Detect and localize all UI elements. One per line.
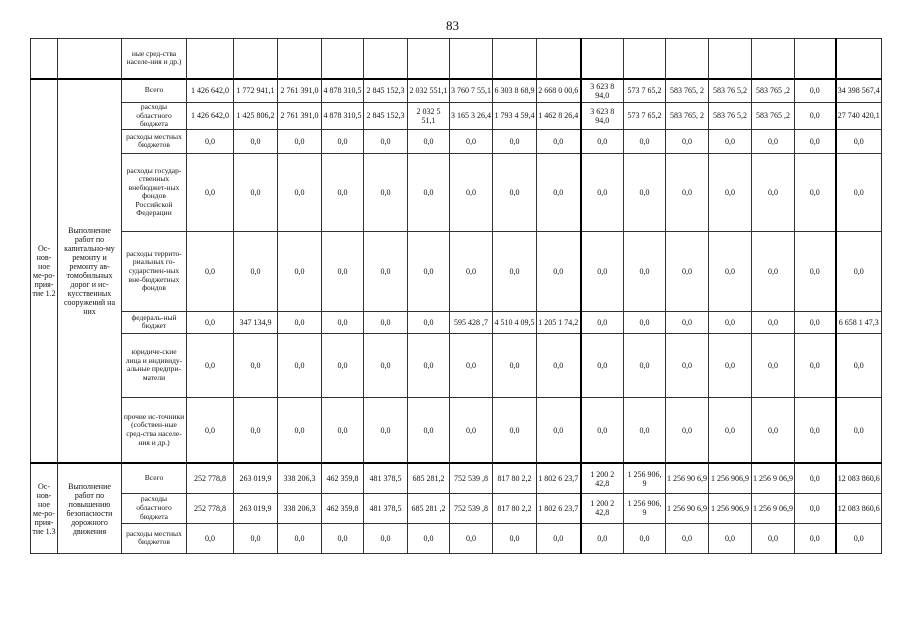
value-cell: 2 761 391,0 [278,79,322,103]
value-cell [364,39,408,79]
value-cell: 583 76 5,2 [709,103,752,130]
value-cell: 0,0 [836,129,882,153]
value-cell [322,39,364,79]
value-cell [836,39,882,79]
value-cell: 2 032 551,1 [408,79,450,103]
value-cell [795,39,836,79]
value-cell: 0,0 [581,523,624,553]
value-cell: 0,0 [537,153,581,231]
value-cell: 0,0 [450,333,493,397]
value-cell: 0,0 [537,231,581,311]
value-cell: 0,0 [408,311,450,333]
description-cell: Выполнение работ по капитально-му ремонту и ремонту ав-томобильных дорог и ис-кусственных сооружений на них [58,79,122,464]
value-cell: 0,0 [493,523,537,553]
value-cell: 2 032 5 51,1 [408,103,450,130]
value-cell: 0,0 [752,523,795,553]
value-cell: 0,0 [709,231,752,311]
value-cell: 0,0 [364,311,408,333]
value-cell: 4 878 310,5 [322,103,364,130]
value-cell: 0,0 [278,311,322,333]
value-cell: 2 668 0 00,6 [537,79,581,103]
value-cell: 0,0 [537,333,581,397]
value-cell [752,39,795,79]
value-cell: 0,0 [709,333,752,397]
value-cell: 3 623 8 94,0 [581,103,624,130]
value-cell: 1 256 9 06,9 [752,493,795,523]
value-cell: 685 281 ,2 [408,493,450,523]
table-row [31,523,882,553]
value-cell: 263 019,9 [234,493,278,523]
value-cell: 0,0 [666,153,709,231]
value-cell: 0,0 [795,397,836,463]
value-cell: 0,0 [493,129,537,153]
value-cell: 0,0 [624,397,666,463]
value-cell: 0,0 [836,153,882,231]
value-cell: 752 539 ,8 [450,463,493,493]
value-cell: 0,0 [364,397,408,463]
value-cell: 0,0 [187,311,234,333]
value-cell: 1 256 90 6,9 [666,493,709,523]
page-number: 83 [446,18,459,33]
value-cell: 0,0 [322,523,364,553]
value-cell: 0,0 [450,397,493,463]
source-cell: расходы террито-риальных го-сударствен-ных вне-бюджетных фондов [122,231,187,311]
value-cell: 0,0 [752,129,795,153]
value-cell: 0,0 [795,129,836,153]
source-cell: расходы местных бюджетов [122,129,187,153]
value-cell: 1 200 2 42,8 [581,493,624,523]
value-cell [493,39,537,79]
value-cell: 0,0 [187,333,234,397]
description-cell [58,39,122,79]
value-cell: 0,0 [581,231,624,311]
value-cell: 0,0 [234,523,278,553]
value-cell: 1 426 642,0 [187,103,234,130]
value-cell: 0,0 [408,333,450,397]
value-cell: 6 303 8 68,9 [493,79,537,103]
value-cell: 0,0 [709,311,752,333]
value-cell: 0,0 [709,523,752,553]
value-cell: 0,0 [450,231,493,311]
value-cell: 481 378,5 [364,463,408,493]
value-cell: 338 206,3 [278,493,322,523]
measure-cell: Ос-нов-ное ме-ро-прия-тие 1.2 [31,79,58,464]
value-cell: 0,0 [624,523,666,553]
value-cell: 0,0 [752,153,795,231]
source-cell: Всего [122,463,187,493]
value-cell: 0,0 [752,231,795,311]
value-cell: 4 878 310,5 [322,79,364,103]
value-cell: 0,0 [581,397,624,463]
value-cell: 34 398 567,4 [836,79,882,103]
value-cell: 0,0 [408,129,450,153]
value-cell: 0,0 [234,397,278,463]
value-cell: 0,0 [581,153,624,231]
value-cell: 0,0 [709,129,752,153]
value-cell: 0,0 [752,333,795,397]
value-cell: 4 510 4 09,5 [493,311,537,333]
value-cell: 3 760 7 55,1 [450,79,493,103]
value-cell: 0,0 [187,397,234,463]
budget-table [30,38,882,554]
value-cell: 817 80 2,2 [493,463,537,493]
value-cell: 1 793 4 59,4 [493,103,537,130]
value-cell: 0,0 [364,333,408,397]
value-cell: 0,0 [278,523,322,553]
value-cell: 0,0 [322,129,364,153]
value-cell: 0,0 [364,129,408,153]
value-cell: 0,0 [795,103,836,130]
value-cell: 0,0 [408,153,450,231]
value-cell: 0,0 [408,397,450,463]
value-cell: 0,0 [322,397,364,463]
value-cell: 583 76 5,2 [709,79,752,103]
value-cell: 0,0 [234,333,278,397]
value-cell: 0,0 [795,153,836,231]
value-cell: 0,0 [450,153,493,231]
value-cell: 573 7 65,2 [624,103,666,130]
value-cell: 1 256 906, 9 [624,493,666,523]
value-cell [624,39,666,79]
table-row [31,79,882,103]
value-cell: 0,0 [493,333,537,397]
value-cell: 0,0 [752,311,795,333]
value-cell [581,39,624,79]
value-cell: 1 772 941,1 [234,79,278,103]
value-cell: 817 80 2,2 [493,493,537,523]
description-cell: Выполнение работ по повышению безопасности дорожного движения [58,463,122,553]
value-cell: 0,0 [408,231,450,311]
value-cell: 0,0 [666,231,709,311]
value-cell [234,39,278,79]
value-cell: 752 539 ,8 [450,493,493,523]
value-cell: 0,0 [836,333,882,397]
value-cell: 0,0 [752,397,795,463]
value-cell: 252 778,8 [187,493,234,523]
value-cell: 0,0 [278,129,322,153]
value-cell: 0,0 [537,523,581,553]
value-cell: 0,0 [493,231,537,311]
table-row [31,397,882,463]
value-cell: 0,0 [666,397,709,463]
value-cell: 0,0 [450,129,493,153]
value-cell: 0,0 [234,153,278,231]
value-cell: 0,0 [666,311,709,333]
source-cell: ные сред-ства населе-ния и др.) [122,39,187,79]
value-cell: 0,0 [234,231,278,311]
value-cell: 0,0 [187,153,234,231]
table-row [31,39,882,79]
value-cell: 3 165 3 26,4 [450,103,493,130]
value-cell: 0,0 [709,153,752,231]
value-cell: 0,0 [836,397,882,463]
value-cell [278,39,322,79]
value-cell: 0,0 [187,523,234,553]
value-cell: 0,0 [364,231,408,311]
value-cell: 1 205 1 74,2 [537,311,581,333]
value-cell [408,39,450,79]
value-cell: 1 802 6 23,7 [537,493,581,523]
measure-cell: Ос-нов-ное ме-ро-прия-тие 1.3 [31,463,58,553]
value-cell: 347 134,9 [234,311,278,333]
value-cell: 573 7 65,2 [624,79,666,103]
source-cell: Всего [122,79,187,103]
value-cell: 1 256 906, 9 [624,463,666,493]
value-cell: 12 083 860,6 [836,463,882,493]
value-cell: 0,0 [322,333,364,397]
value-cell: 1 256 90 6,9 [666,463,709,493]
value-cell: 0,0 [322,153,364,231]
value-cell: 0,0 [795,523,836,553]
value-cell: 685 281,2 [408,463,450,493]
value-cell [450,39,493,79]
measure-cell [31,39,58,79]
value-cell: 0,0 [278,231,322,311]
value-cell: 462 359,8 [322,493,364,523]
value-cell: 462 359,8 [322,463,364,493]
value-cell: 0,0 [493,397,537,463]
value-cell: 263 019,9 [234,463,278,493]
value-cell: 6 658 1 47,3 [836,311,882,333]
value-cell: 0,0 [709,397,752,463]
value-cell: 583 765, 2 [666,103,709,130]
value-cell: 0,0 [234,129,278,153]
value-cell: 0,0 [187,231,234,311]
value-cell: 1 256 9 06,9 [752,463,795,493]
value-cell: 0,0 [795,493,836,523]
value-cell: 0,0 [795,463,836,493]
value-cell: 0,0 [278,333,322,397]
value-cell: 0,0 [836,523,882,553]
value-cell: 27 740 420,1 [836,103,882,130]
value-cell: 0,0 [795,333,836,397]
value-cell: 0,0 [408,523,450,553]
value-cell: 0,0 [795,79,836,103]
value-cell: 0,0 [624,129,666,153]
source-cell: расходы местных бюджетов [122,523,187,553]
value-cell: 0,0 [537,397,581,463]
value-cell: 3 623 8 94,0 [581,79,624,103]
value-cell: 2 845 152,3 [364,103,408,130]
value-cell: 0,0 [450,523,493,553]
value-cell: 0,0 [624,311,666,333]
value-cell [537,39,581,79]
value-cell: 0,0 [836,231,882,311]
table-row [31,311,882,333]
value-cell: 0,0 [666,129,709,153]
table-row [31,129,882,153]
value-cell [666,39,709,79]
value-cell [187,39,234,79]
table-row [31,493,882,523]
table-row [31,231,882,311]
value-cell: 0,0 [322,231,364,311]
value-cell: 583 765 ,2 [752,79,795,103]
value-cell: 12 083 860,6 [836,493,882,523]
value-cell: 0,0 [322,311,364,333]
value-cell: 0,0 [278,153,322,231]
value-cell: 0,0 [624,231,666,311]
value-cell: 0,0 [493,153,537,231]
value-cell [709,39,752,79]
source-cell: юридиче-ские лица и индивиду-альные предпри-матели [122,333,187,397]
value-cell: 2 761 391,0 [278,103,322,130]
value-cell: 595 428 ,7 [450,311,493,333]
table-row [31,153,882,231]
value-cell: 481 378,5 [364,493,408,523]
value-cell: 1 256 906,9 [709,493,752,523]
value-cell: 0,0 [795,231,836,311]
value-cell: 1 425 806,2 [234,103,278,130]
value-cell: 583 765 ,2 [752,103,795,130]
table-row [31,333,882,397]
table-row [31,463,882,493]
value-cell: 0,0 [624,153,666,231]
source-cell: прочие ис-точники (собствен-ные сред-ства населе-ния и др.) [122,397,187,463]
value-cell: 0,0 [581,311,624,333]
value-cell: 1 462 8 26,4 [537,103,581,130]
value-cell: 1 200 2 42,8 [581,463,624,493]
value-cell: 0,0 [364,153,408,231]
value-cell: 0,0 [278,397,322,463]
value-cell: 0,0 [537,129,581,153]
value-cell: 0,0 [666,523,709,553]
value-cell: 0,0 [187,129,234,153]
value-cell: 0,0 [666,333,709,397]
source-cell: федераль-ный бюджет [122,311,187,333]
value-cell: 0,0 [581,129,624,153]
value-cell: 0,0 [624,333,666,397]
value-cell: 0,0 [795,311,836,333]
value-cell: 2 845 152,3 [364,79,408,103]
source-cell: расходы областного бюджета [122,103,187,130]
value-cell: 1 802 6 23,7 [537,463,581,493]
value-cell: 252 778,8 [187,463,234,493]
table-row [31,103,882,130]
value-cell: 583 765, 2 [666,79,709,103]
source-cell: расходы областного бюджета [122,493,187,523]
value-cell: 338 206,3 [278,463,322,493]
value-cell: 0,0 [364,523,408,553]
source-cell: расходы государ-ственных внебюджет-ных фондов Российской Федерации [122,153,187,231]
value-cell: 1 256 906,9 [709,463,752,493]
value-cell: 1 426 642,0 [187,79,234,103]
value-cell: 0,0 [581,333,624,397]
